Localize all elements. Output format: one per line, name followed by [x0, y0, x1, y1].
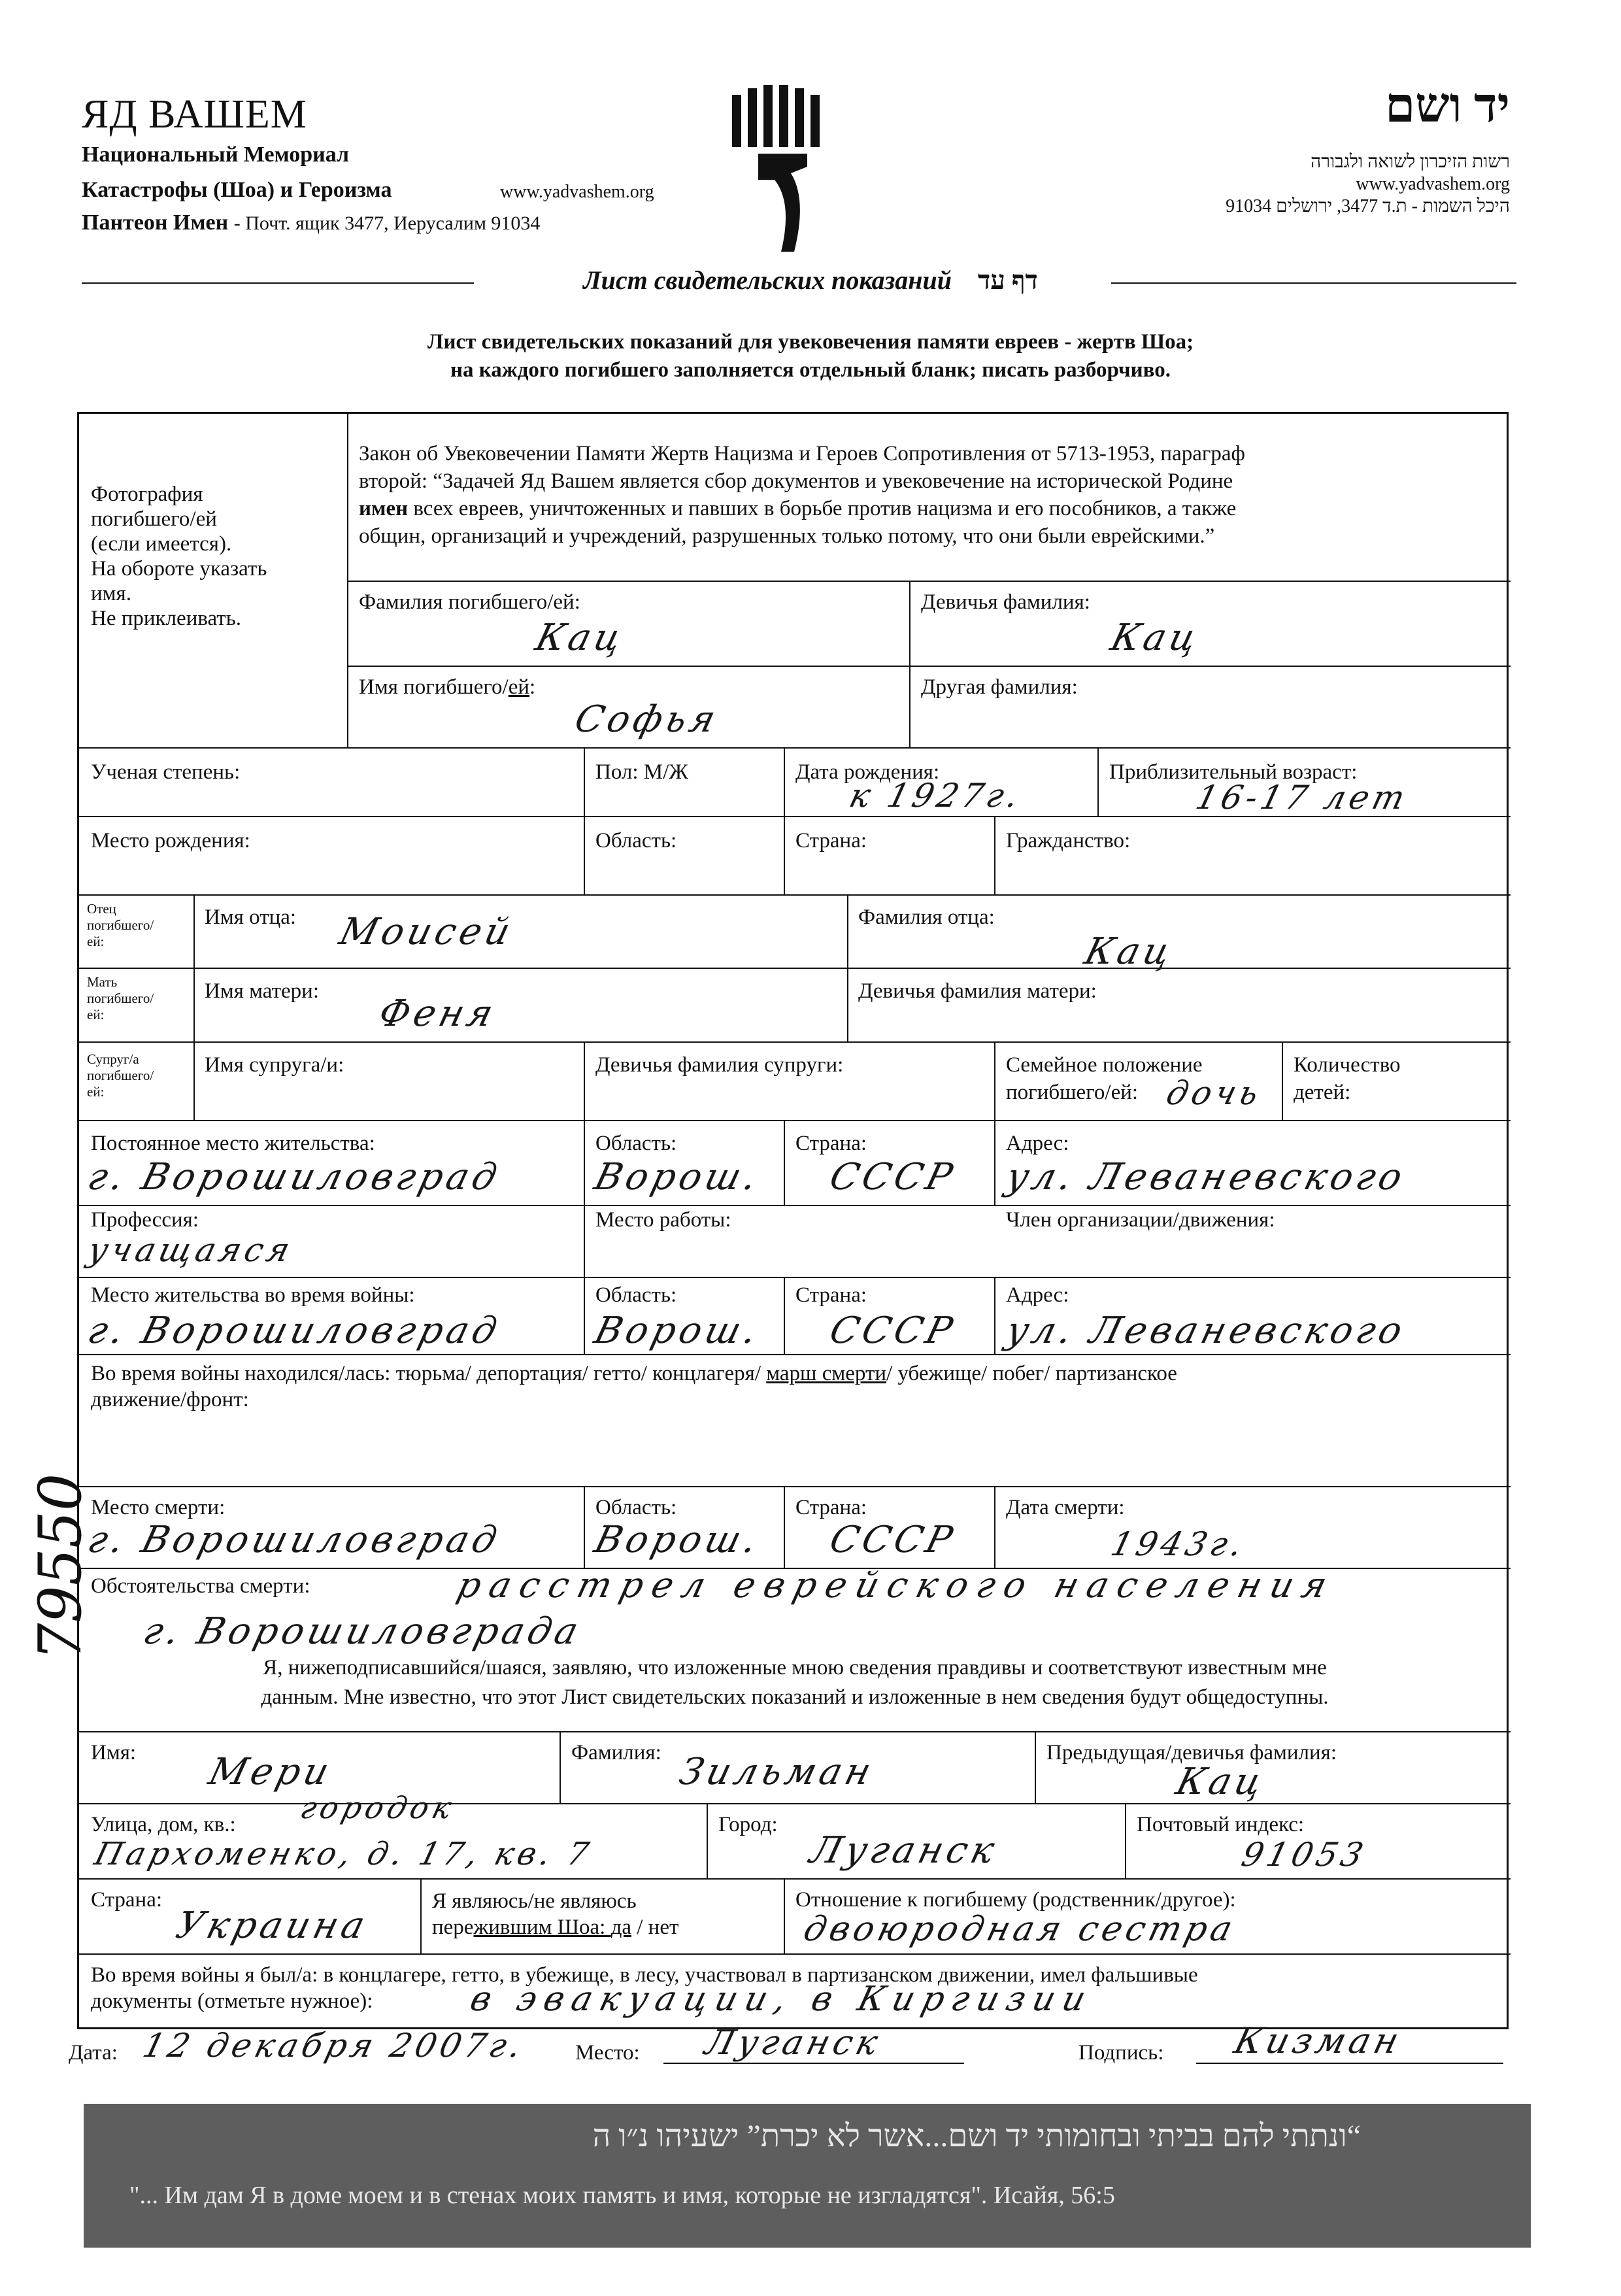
side-line: Мать — [87, 974, 118, 990]
yad-vashem-logo — [729, 82, 833, 258]
war-status-text: Во время войны находился/лась: тюрьма/ депортация/ гетто/ концлагеря/ — [91, 1362, 767, 1385]
approx-age-label: Приблизительный возраст: — [1109, 760, 1358, 784]
father-side-label — [87, 901, 154, 951]
war-status-text-end: / убежище/ побег/ партизанское — [886, 1362, 1177, 1385]
submitter-zip-value[interactable]: 91053 — [1237, 1836, 1371, 1874]
law-line — [359, 495, 1245, 522]
submitter-street-value-2[interactable]: Пархоменко, д. 17, кв. 7 — [91, 1836, 597, 1872]
submitter-name-value[interactable]: Мери — [204, 1751, 337, 1793]
res-country-value[interactable]: СССР — [825, 1156, 961, 1198]
submitter-prev-label: Предыдущая/девичья фамилия: — [1046, 1741, 1337, 1764]
death-date-value[interactable]: 1943г. — [1107, 1525, 1250, 1563]
war-address-value[interactable]: ул. Леваневского — [1001, 1309, 1411, 1352]
war-residence-label: Место жительства во время войны: — [91, 1283, 415, 1307]
side-line: погибшего/ — [87, 917, 154, 934]
side-line: погибшего/ — [87, 990, 154, 1007]
res-address-label: Адрес: — [1006, 1132, 1069, 1155]
testimony-form — [77, 412, 1509, 2029]
mother-maiden-label: Девичья фамилия матери: — [858, 979, 1097, 1003]
res-address-value[interactable]: ул. Леваневского — [1001, 1156, 1411, 1198]
side-line: Супруг/а — [87, 1051, 139, 1067]
profession-value[interactable]: учащаяся — [84, 1231, 298, 1269]
survivor-label-line: Я являюсь/не являюсь — [432, 1889, 637, 1913]
sheet-title-ru: Лист свидетельских показаний — [583, 265, 952, 295]
birth-region-label: Область: — [595, 829, 677, 853]
website-heb: www.yadvashem.org — [1356, 174, 1510, 194]
org-name: ЯД ВАШЕМ — [82, 92, 307, 137]
war-status-marked: марш смерти — [766, 1362, 887, 1385]
survivor-label-line — [432, 1914, 678, 1940]
other-surname-label: Другая фамилия: — [921, 675, 1078, 699]
survivor-label-pre: пере — [432, 1916, 474, 1939]
side-line: Отец — [87, 901, 116, 917]
profession-label: Профессия: — [91, 1208, 199, 1232]
law-line: второй: “Задачей Яд Вашем является сбор документов и увековечение на исторической Родине — [359, 469, 1233, 493]
war-me-value[interactable]: в эвакуации, в Киргизии — [466, 1980, 1098, 2019]
dob-label: Дата рождения: — [795, 760, 940, 784]
sheet-title — [0, 265, 1621, 295]
death-region-label: Область: — [595, 1496, 677, 1519]
intro-line-2: на каждого погибшего заполняется отдельный бланк; писать разборчиво. — [450, 358, 1171, 382]
intro-line-1: Лист свидетельских показаний для увековечения памяти евреев - жертв Шоа; — [427, 330, 1194, 354]
spouse-side-label — [87, 1051, 154, 1101]
heb-title: יד ושם — [1385, 79, 1510, 133]
maiden-value[interactable]: Кац — [1106, 616, 1205, 659]
photo-note-line: На обороте указать — [91, 556, 267, 581]
children-label-line: детей: — [1294, 1081, 1351, 1104]
birthplace-label: Место рождения: — [91, 829, 250, 853]
submitter-surname-label: Фамилия: — [571, 1741, 661, 1764]
declaration-line-1: Я, нижеподписавшийся/шаяся, заявляю, что изложенные мною сведения правдивы и соответствуют известным мне — [263, 1656, 1327, 1680]
residence-label: Постоянное место жительства: — [91, 1132, 375, 1155]
submitter-name-label: Имя: — [91, 1741, 137, 1764]
photo-note — [91, 482, 267, 632]
marital-label-line: Семейное положение — [1006, 1053, 1203, 1077]
photo-note-line: (если имеется). — [91, 532, 232, 556]
heb-line-3: היכל השמות - ת.ד 3477, ירושלים 91034 — [1226, 196, 1510, 216]
death-country-value[interactable]: СССР — [825, 1519, 961, 1561]
org-line-3-rest: - Почт. ящик 3477, Иерусалим 91034 — [233, 212, 541, 234]
war-me-label-2: документы (отметьте нужное): — [91, 1989, 373, 2013]
submitter-city-value[interactable]: Луганск — [805, 1829, 1003, 1872]
signature-line — [1196, 2063, 1503, 2064]
circumstances-line-2[interactable]: г. Ворошиловграда — [139, 1610, 586, 1653]
first-name-label-underlined: ей — [508, 675, 530, 699]
footer-quote-heb: “ונתתי להם בביתי ובחומותי יד ושם...אשר לא יכרת” ישעיהו נ״ו ה — [592, 2119, 1361, 2153]
photo-note-line: Фотография — [91, 482, 203, 506]
photo-note-line: погибшего/ей — [91, 507, 217, 531]
date-value[interactable]: 12 декабря 2007г. — [139, 2027, 529, 2065]
membership-label: Член организации/движения: — [1006, 1208, 1275, 1232]
survivor-label — [432, 1888, 678, 1940]
sheet-title-heb: דף עד — [977, 265, 1038, 295]
footer-quote-ru: "... Им дам Я в доме моем и в стенах моих память и имя, которые не изгладятся". Исайя, 56:5 — [129, 2182, 1115, 2209]
father-surname-label: Фамилия отца: — [858, 905, 995, 929]
spouse-name-label: Имя супруга/и: — [205, 1053, 344, 1077]
law-line: Закон об Увековечении Памяти Жертв Нацизма и Героев Сопротивления от 5713-1953, параграф — [359, 442, 1245, 465]
father-name-label: Имя отца: — [205, 905, 297, 929]
place-value[interactable]: Луганск — [701, 2023, 886, 2063]
website-ru: www.yadvashem.org — [500, 182, 654, 202]
submitter-prev-value[interactable]: Кац — [1171, 1761, 1270, 1803]
workplace-label: Место работы: — [595, 1208, 731, 1232]
death-place-label: Место смерти: — [91, 1496, 226, 1519]
date-label: Дата: — [69, 2041, 118, 2065]
relation-label: Отношение к погибшему (родственник/другое): — [795, 1888, 1236, 1912]
declaration-line-2: данным. Мне известно, что этот Лист свидетельских показаний и изложенные в нем сведения будут общедоступны. — [261, 1685, 1329, 1709]
submitter-zip-label: Почтовый индекс: — [1137, 1813, 1305, 1836]
side-line: погибшего/ — [87, 1068, 154, 1084]
org-line-2: Катастрофы (Шоа) и Героизма — [82, 178, 392, 202]
marital-label-line: погибшего/ей: — [1006, 1081, 1139, 1104]
citizenship-label: Гражданство: — [1006, 829, 1131, 853]
sex-label: Пол: М/Ж — [595, 760, 688, 784]
law-text — [359, 440, 1245, 550]
org-line-1: Национальный Мемориал — [82, 143, 350, 167]
submitter-street-label: Улица, дом, кв.: — [91, 1813, 236, 1836]
father-name-value[interactable]: Моисей — [335, 911, 518, 953]
birth-country-label: Страна: — [795, 829, 867, 853]
war-status-label — [91, 1362, 1177, 1387]
children-label-line: Количество — [1294, 1053, 1401, 1077]
dob-value[interactable]: к 1927г. — [845, 777, 1027, 815]
relation-value[interactable]: двоюродная сестра — [799, 1910, 1241, 1949]
first-name-label — [359, 675, 535, 700]
place-label: Место: — [575, 2041, 640, 2065]
survivor-no-option[interactable]: / нет — [631, 1916, 679, 1939]
first-name-label-text: Имя погибшего/ — [359, 675, 509, 699]
first-name-label-colon: : — [529, 675, 536, 699]
mother-name-value[interactable]: Феня — [374, 992, 501, 1035]
org-line-3-bold: Пантеон Имен — [82, 211, 229, 235]
death-date-label: Дата смерти: — [1006, 1496, 1125, 1519]
law-line: общин, организаций и учреждений, разрушенных только потому, что они были еврейскими.” — [359, 524, 1215, 548]
residence-value[interactable]: г. Ворошиловград — [83, 1156, 505, 1198]
submitter-country-value[interactable]: Украина — [171, 1904, 373, 1947]
spouse-maiden-label: Девичья фамилия супруги: — [595, 1053, 844, 1077]
submitter-city-label: Город: — [718, 1813, 778, 1836]
war-address-label: Адрес: — [1006, 1283, 1069, 1307]
degree-label: Ученая степень: — [91, 760, 241, 784]
first-name-value[interactable]: Софья — [570, 698, 724, 741]
survivor-label-ul: жившим Шоа: — [473, 1916, 611, 1939]
submitter-surname-value[interactable]: Зильман — [675, 1751, 879, 1793]
war-country-label: Страна: — [795, 1283, 867, 1307]
death-circumstances-label: Обстоятельства смерти: — [91, 1574, 310, 1598]
side-line: ей: — [87, 1084, 105, 1100]
footer-quote-band — [84, 2104, 1531, 2248]
signature-value[interactable]: Кизман — [1230, 2020, 1407, 2061]
circumstances-line-1[interactable]: расстрел еврейского населения — [453, 1564, 1341, 1606]
side-line: ей: — [87, 1007, 105, 1023]
maiden-label: Девичья фамилия: — [921, 590, 1090, 614]
death-country-label: Страна: — [795, 1496, 867, 1519]
place-line — [663, 2063, 964, 2064]
war-status-label-2: движение/фронт: — [91, 1388, 249, 1411]
photo-note-line: Не приклеивать. — [91, 606, 242, 630]
law-line-rest: всех евреев, уничтоженных и павших в борьбе против нацизма и его пособников, а также — [413, 497, 1237, 520]
death-region-value[interactable]: Ворош. — [590, 1519, 765, 1561]
side-line: ей: — [87, 934, 105, 950]
org-line-3 — [82, 211, 540, 235]
war-country-value[interactable]: СССР — [825, 1309, 961, 1352]
war-me-label-1: Во время войны я был/а: в концлагере, гетто, в убежище, в лесу, участвовал в партизанском движении, имел фальшивые — [91, 1963, 1198, 1987]
war-region-label: Область: — [595, 1283, 677, 1307]
res-region-label: Область: — [595, 1132, 677, 1155]
heb-line-1: רשות הזיכרון לשואה ולגבורה — [1311, 152, 1510, 172]
surname-label: Фамилия погибшего/ей: — [359, 590, 580, 614]
res-country-label: Страна: — [795, 1132, 867, 1155]
photo-note-line: имя. — [91, 581, 131, 605]
approx-age-value[interactable]: 16-17 лет — [1192, 779, 1413, 817]
res-region-value[interactable]: Ворош. — [590, 1156, 765, 1198]
children-label — [1294, 1051, 1401, 1106]
marital-value[interactable]: дочь — [1162, 1074, 1267, 1112]
war-region-value[interactable]: Ворош. — [590, 1309, 765, 1352]
survivor-yes-option[interactable]: да — [610, 1916, 632, 1939]
submitter-street-value-1[interactable]: городок — [297, 1790, 460, 1825]
surname-value[interactable]: Кац — [531, 616, 629, 659]
mother-side-label — [87, 974, 154, 1024]
law-bold-word: имен — [359, 497, 409, 520]
signature-label: Подпись: — [1078, 2041, 1164, 2065]
archive-number: 79550 — [26, 1473, 95, 1661]
mother-name-label: Имя матери: — [205, 979, 319, 1003]
submitter-country-label: Страна: — [91, 1888, 163, 1912]
death-place-value[interactable]: г. Ворошиловград — [83, 1519, 505, 1561]
war-residence-value[interactable]: г. Ворошиловград — [83, 1309, 505, 1352]
father-surname-value[interactable]: Кац — [1080, 930, 1178, 973]
